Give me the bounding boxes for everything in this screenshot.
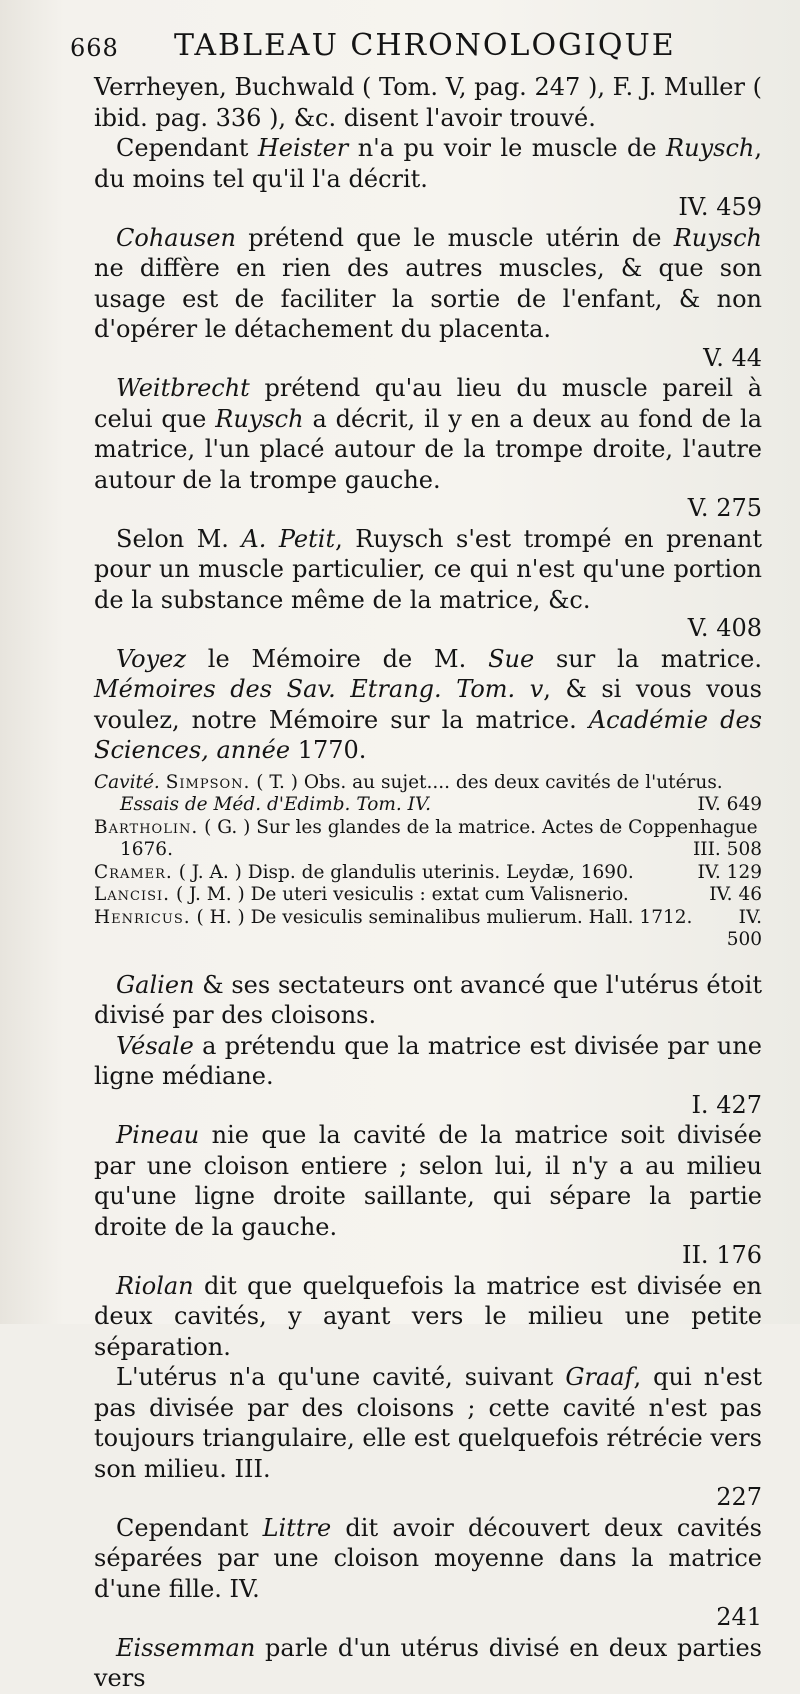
author-name: Graaf: [565, 1363, 634, 1391]
running-head: [70, 28, 770, 72]
volume-reference: V. 275: [687, 494, 762, 522]
volume-reference: 241: [716, 1603, 762, 1631]
author-name: Ruysch: [673, 223, 762, 252]
author-name: Eissemman: [116, 1633, 256, 1662]
paragraph: Riolan dit que quelquefois la matrice est divisée en deux cavités, y ayant vers le milieu une petite séparation.: [94, 1271, 762, 1361]
volume-reference: V. 408: [687, 614, 762, 642]
author-name: Sue: [488, 644, 535, 673]
paragraph: Verrheyen, Buchwald ( Tom. V, pag. 247 ), F. J. Muller ( ibid. pag. 336 ), &c. disent l'avoir trouvé.: [94, 73, 762, 132]
paragraph: Eissemman parle d'un utérus divisé en deux parties vers: [94, 1633, 762, 1692]
volume-reference: I. 427: [691, 1090, 762, 1119]
paragraph: Selon M. A. Petit, Ruysch s'est trompé en prenant pour un muscle particulier, ce qui n'est qu'une portion de la substance même de la matrice, &c. V. 408: [94, 524, 762, 642]
author-name: Littre: [262, 1513, 332, 1542]
page-number: 668: [70, 34, 119, 62]
paragraph: Voyez le Mémoire de M. Sue sur la matrice. Mémoires des Sav. Etrang. Tom. v, & si vous vous voulez, notre Mémoire sur la matrice. Académie des Sciences, année 1770.: [94, 644, 763, 764]
paragraph: L'utérus n'a qu'une cavité, suivant Graaf, qui n'est pas divisée par des cloisons ; cette cavité n'est pas toujours triangulaire, elle est quelquefois rétrécie vers son milieu. III. 227: [94, 1363, 762, 1511]
author-name: Riolan: [116, 1271, 194, 1300]
author-name: Ruysch: [666, 134, 755, 162]
author-name: Weitbrecht: [116, 374, 250, 402]
bibliography-entry: Cavité. Simpson. ( T. ) Obs. au sujet.... des deux cavités de l'utérus. Essais de Méd. d'Edimb. Tom. IV. IV. 649: [94, 771, 762, 815]
paragraph: Cohausen prétend que le muscle utérin de Ruysch ne diffère en rien des autres muscles, & que son usage est de faciliter la sortie de l'enfant, & non d'opérer le détachement du placenta. V. 44: [94, 223, 762, 372]
bibliography-entry: IV. 46 Lancisi. ( J. M. ) De uteri vesiculis : extat cum Valisnerio.: [94, 884, 762, 905]
bibliography-entry: IV. Henricus. ( H. ) De vesiculis seminalibus mulierum. Hall. 1712. 500: [94, 906, 762, 950]
paragraph: Pineau nie que la cavité de la matrice soit divisée par une cloison entiere ; selon lui, il n'y a au milieu qu'une ligne droite saillante, qui sépare la partie droite de la gauche. II. 176: [94, 1121, 762, 1269]
paragraph: Weitbrecht prétend qu'au lieu du muscle pareil à celui que Ruysch a décrit, il y en a deux au fond de la matrice, l'un placé autour de la trompe droite, l'autre autour de la trompe gauche. V. 275: [94, 374, 763, 522]
bibliography-entry: IV. 129 Cramer. ( J. A. ) Disp. de glandulis uterinis. Leydæ, 1690.: [94, 861, 762, 883]
volume-reference: V. 44: [703, 343, 762, 372]
page-body: [94, 72, 762, 1694]
page-title: TABLEAU CHRONOLOGIQUE: [174, 28, 676, 63]
author-name: Galien: [116, 970, 195, 999]
author-name: Cohausen: [116, 223, 237, 252]
author-name: Pineau: [116, 1121, 200, 1149]
bibliography-list: [94, 772, 762, 952]
paragraph: Cependant Littre dit avoir découvert deux cavités séparées par une cloison moyenne dans la matrice d'une fille. IV. 241: [94, 1513, 763, 1631]
author-name: Heister: [257, 134, 349, 162]
author-name: A. Petit: [241, 524, 336, 553]
volume-reference: 227: [716, 1483, 762, 1511]
author-name: Vésale: [116, 1031, 194, 1060]
bibliography-entry: Bartholin. ( G. ) Sur les glandes de la matrice. Actes de Coppenhague 1676. III. 508: [94, 816, 762, 860]
paragraph: Galien & ses sectateurs ont avancé que l'utérus étoit divisé par des cloisons.: [94, 970, 762, 1029]
author-name: Ruysch: [215, 404, 304, 433]
volume-reference: IV. 459: [678, 193, 762, 221]
paragraph: Vésale a prétendu que la matrice est divisée par une ligne médiane. I. 427: [94, 1031, 762, 1119]
paragraph: Cependant Heister n'a pu voir le muscle de Ruysch, du moins tel qu'il l'a décrit. IV. 459: [94, 134, 762, 221]
volume-reference: II. 176: [681, 1241, 762, 1269]
